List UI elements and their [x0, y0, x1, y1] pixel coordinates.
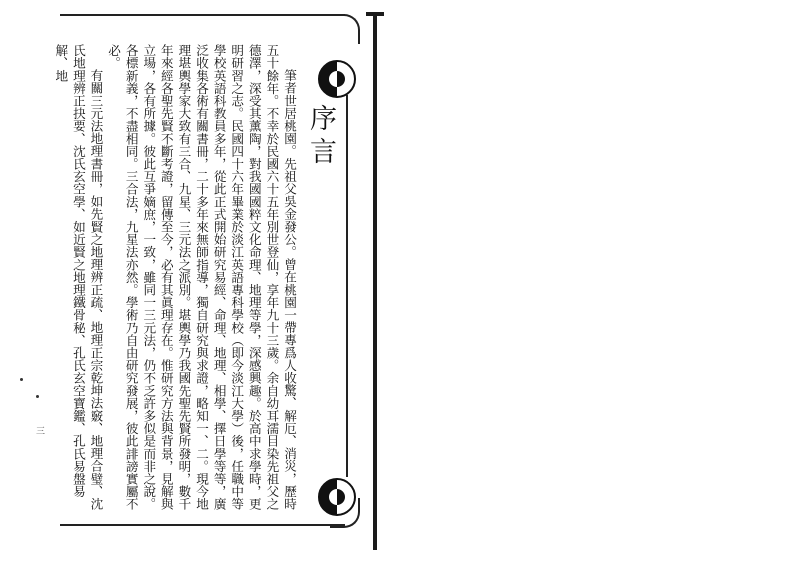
paragraph-2: 有關三元法地理書冊，如先賢之地理辨正疏、地理正宗乾坤法竅、地理合璧、沈氏地理辨正抉要、沈氏玄空學、如近賢之地理鐵骨秘、孔氏玄空寶鑑、孔氏易盤易解、地: [53, 44, 104, 511]
preface-body: [50, 44, 298, 514]
frame-rule-right: [346, 95, 348, 477]
frame-scroll-curl-top: [330, 14, 360, 44]
yin-yang-medallion-top-icon: [318, 60, 356, 98]
preface-title: 序言: [305, 104, 336, 170]
yin-yang-medallion-bottom-icon: [318, 478, 356, 516]
binding-spine: [373, 12, 377, 550]
paragraph-1: 筆者世居桃園。先祖父吳金發公。曾在桃園一帶專爲人收驚、解厄、消災，歷時五十餘年。不幸於民國六十五年別世登仙，享年九十三歲。余自幼耳濡目染先祖父之德澤，深受其薰陶，對我國國粹文化命理、地理等學，深感興趣。於高中求學時，更明研習之志。民國四十六年畢業於淡江英語專科學校（即今淡江大學）後，任職中等學校英語科教員多年，從此正式開始研究易經、命理、地理、相學、擇日學等等，廣泛收集各術有關書冊，二十多年來無師指導，獨自研究與求證，略知一、二。現今地理堪輿學家大致有三合、九星、三元法之派別。堪輿學乃我國先聖先賢所發明，數千年來經各聖先賢不斷考證，留傳至今，必有其眞理存在。惟研究方法與背景，見解與立場，各有所據。彼此互爭嫡庶，一致，雖同一三元法，仍不乏許多似是而非之說。各標新義，不盡相同。三合法，九星法亦然。學術乃自由研究發展，彼此誹謗實屬不必。: [106, 44, 297, 511]
page-number: 三: [34, 426, 44, 435]
frame-rule-bottom: [60, 524, 345, 526]
frame-rule-top: [60, 14, 345, 16]
scan-speck: [20, 378, 23, 381]
scan-speck: [36, 395, 39, 398]
